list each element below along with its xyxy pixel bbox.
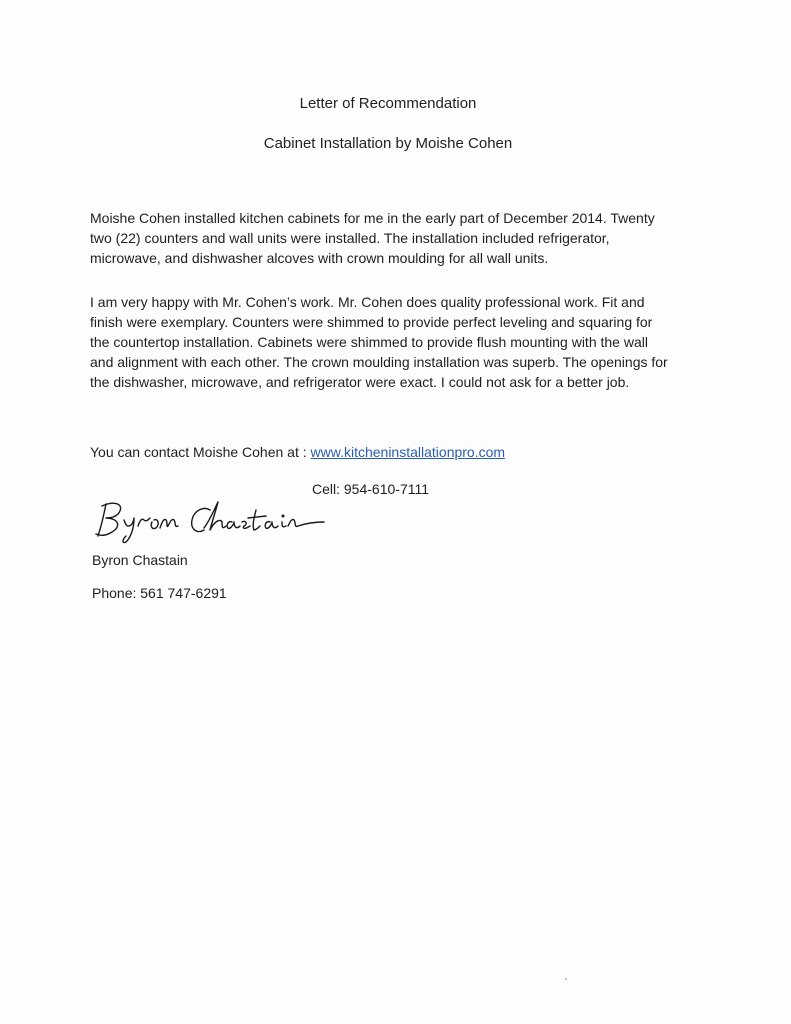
handwritten-signature [92, 496, 342, 546]
signer-phone: Phone: 561 747-6291 [92, 585, 227, 601]
letter-title: Letter of Recommendation [299, 95, 477, 112]
paragraph-recommendation: I am very happy with Mr. Cohen’s work. Mr. Cohen does quality professional work. Fit and finish were exemplary. Counters were shimmed to provide perfect leveling and squaring for the countertop installation. Cabinets were shimmed to provide flush mounting with the wall and alignment with each other. The crown moulding installation was superb. The openings for the dishwasher, microwave, and refrigerator were exact. I could not ask for a better job. [90, 294, 668, 390]
cell-number: Cell: 954-610-7111 [312, 481, 430, 497]
contact-line [90, 444, 505, 460]
letter-subtitle: Cabinet Installation by Moishe Cohen [263, 135, 513, 152]
scan-speck [565, 978, 567, 980]
paragraph-installation-details: Moishe Cohen installed kitchen cabinets for me in the early part of December 2014. Twenty two (22) counters and wall units were installed. The installation included refrigerator, microwave, and dishwasher alcoves with crown moulding for all wall units. [90, 210, 655, 266]
contact-prefix: You can contact Moishe Cohen at : [90, 444, 311, 460]
website-link[interactable]: www.kitcheninstallationpro.com [310, 444, 506, 460]
signer-name: Byron Chastain [92, 552, 188, 568]
